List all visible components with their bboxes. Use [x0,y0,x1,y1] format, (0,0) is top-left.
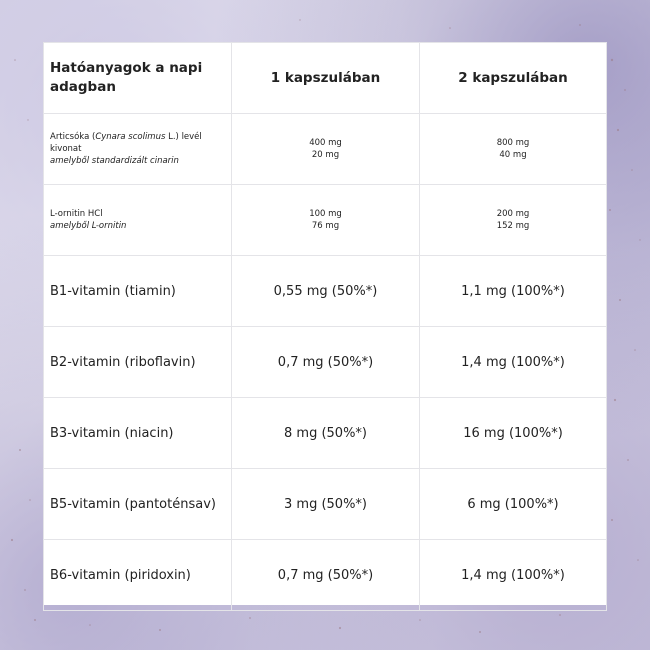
ingredient-name-pre: Articsóka ( [50,132,96,142]
table-header-row [44,43,607,114]
table-row [44,327,607,398]
value-main: 400 mg [309,138,342,148]
value-1-capsule-cell [232,114,420,185]
value-1-capsule: 0,7 mg (50%*) [232,540,420,611]
value-main: 800 mg [496,138,530,148]
value-sub: 40 mg [499,150,527,160]
value-main: 100 mg [309,209,342,219]
vitamin-name: B1-vitamin (tiamin) [44,256,232,327]
value-2-capsules: 1,4 mg (100%*) [420,540,607,611]
ingredient-name-cell [44,114,232,185]
value-1-capsule: 0,7 mg (50%*) [232,327,420,398]
value-1-capsule: 3 mg (50%*) [232,469,420,540]
ingredient-latin-name: Cynara scolimus [95,132,166,142]
table-row [44,398,607,469]
table-row [44,185,607,256]
ingredient-sub-name: amelyből standardizált cinarin [50,156,179,166]
value-sub: 152 mg [496,221,530,231]
table-row [44,114,607,185]
table-row [44,469,607,540]
value-2-capsules-cell [420,114,607,185]
vitamin-name: B6-vitamin (piridoxin) [44,540,232,611]
ingredients-table-container [43,42,606,605]
value-1-capsule: 0,55 mg (50%*) [232,256,420,327]
value-2-capsules-cell [420,185,607,256]
value-main: 200 mg [496,209,530,219]
value-2-capsules: 1,1 mg (100%*) [420,256,607,327]
ingredient-sub-name: amelyből L-ornitin [50,221,127,231]
ingredient-name-cell [44,185,232,256]
ingredient-name [50,209,103,219]
value-1-capsule-cell [232,185,420,256]
value-1-capsule: 8 mg (50%*) [232,398,420,469]
value-sub: 20 mg [311,150,340,160]
table-row [44,256,607,327]
value-sub: 76 mg [311,221,340,231]
vitamin-name: B5-vitamin (pantoténsav) [44,469,232,540]
ingredient-name-pre: L-ornitin HCl [50,209,103,219]
vitamin-name: B3-vitamin (niacin) [44,398,232,469]
ingredient-name-post: L.) levél kivonat [50,132,202,154]
table-row [44,540,607,611]
value-2-capsules: 6 mg (100%*) [420,469,607,540]
ingredients-table [43,42,607,611]
ingredient-name [50,132,202,154]
vitamin-name: B2-vitamin (riboflavin) [44,327,232,398]
value-2-capsules: 16 mg (100%*) [420,398,607,469]
header-active-ingredients: Hatóanyagok a napi adagban [44,43,232,114]
header-per-2-capsules: 2 kapszulában [420,43,607,114]
header-per-1-capsule: 1 kapszulában [232,43,420,114]
value-2-capsules: 1,4 mg (100%*) [420,327,607,398]
